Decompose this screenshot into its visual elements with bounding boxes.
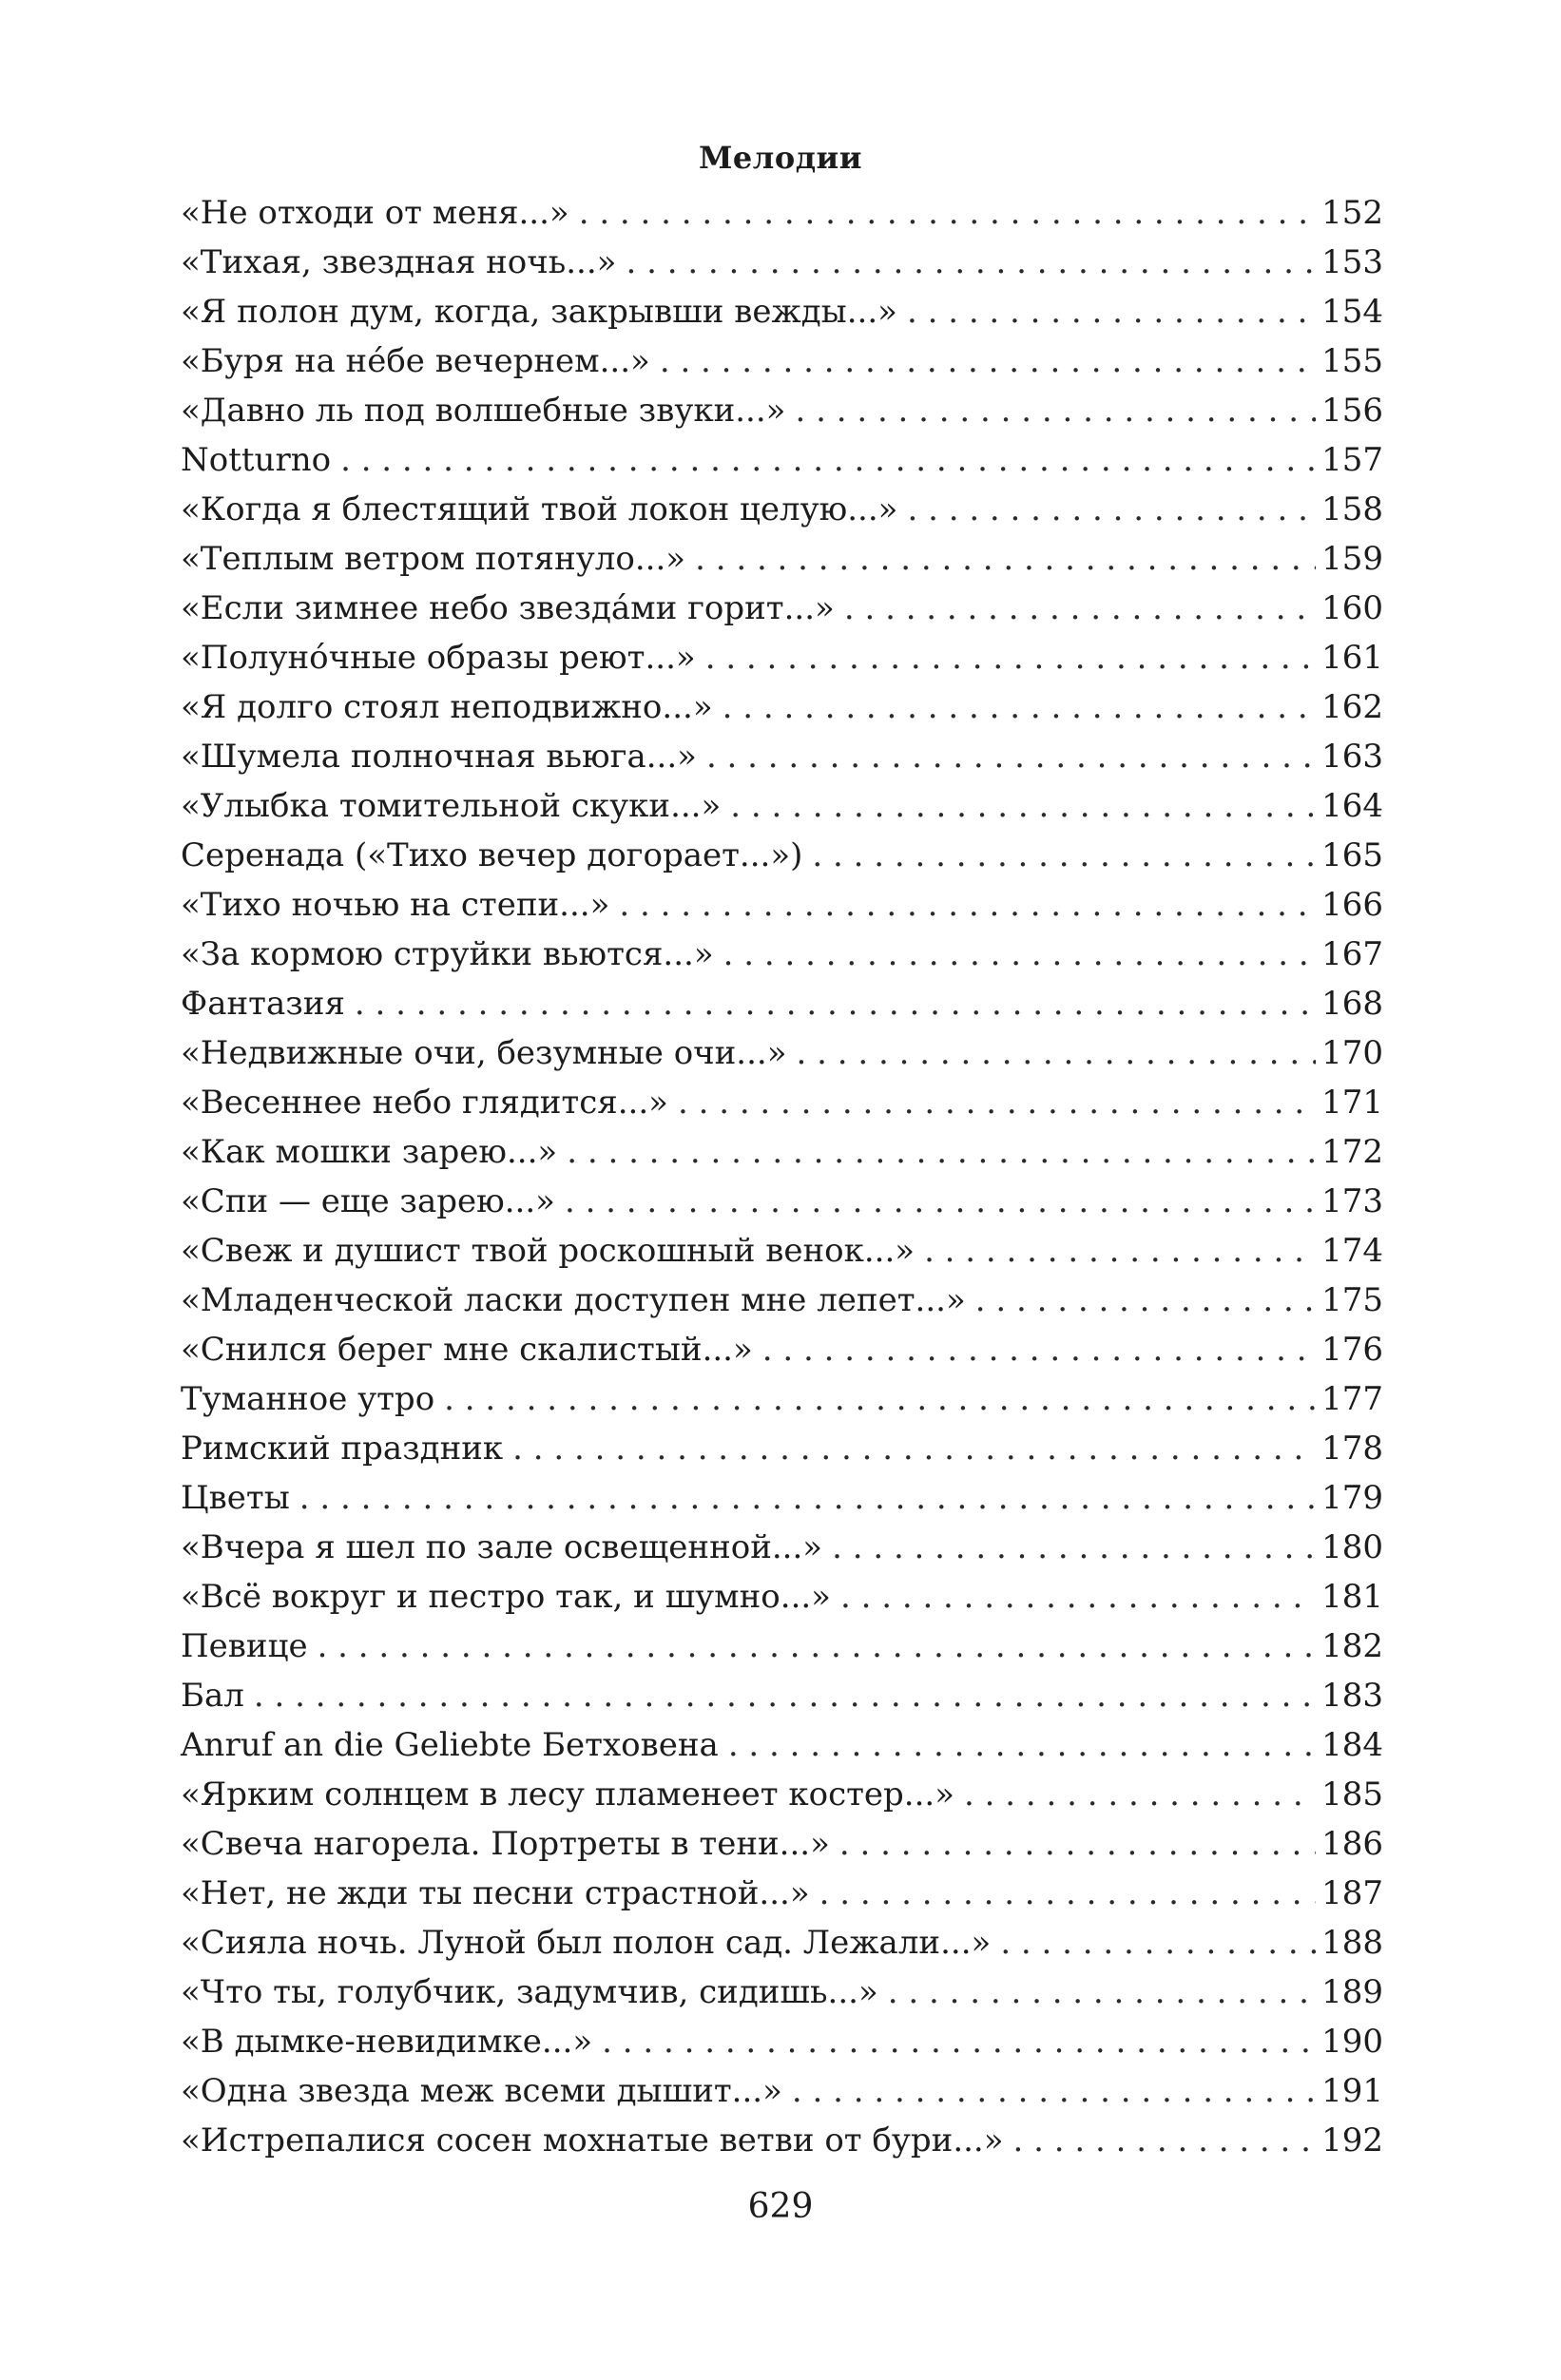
toc-entry — [181, 534, 1383, 584]
dot-leader — [355, 979, 1316, 1028]
toc-entry — [181, 287, 1383, 336]
toc-entry-page: 159 — [1321, 540, 1383, 578]
toc-entry — [181, 2017, 1383, 2066]
toc-entry-page: 191 — [1321, 2072, 1383, 2110]
toc-entry — [181, 336, 1383, 386]
toc-entry — [181, 1028, 1383, 1078]
dot-leader — [1000, 1918, 1316, 1967]
toc-entry — [181, 1325, 1383, 1374]
toc-entry-page: 161 — [1321, 639, 1383, 677]
dot-leader — [660, 336, 1316, 386]
dot-leader — [812, 831, 1316, 880]
toc-entry-page: 178 — [1321, 1430, 1383, 1468]
toc-entry-title: «Истрепалися сосен мохнатые ветви от бури...» — [181, 2121, 1004, 2159]
dot-leader — [819, 1869, 1316, 1918]
toc-entry — [181, 386, 1383, 435]
toc-entry-page: 190 — [1321, 2023, 1383, 2061]
toc-entry-page: 188 — [1321, 1924, 1383, 1962]
toc-entry-page: 176 — [1321, 1331, 1383, 1369]
dot-leader — [512, 1424, 1316, 1473]
page-number: 629 — [747, 2187, 814, 2226]
toc-entry-title: «Не отходи от меня...» — [181, 194, 569, 232]
dot-leader — [907, 485, 1316, 534]
dot-leader — [730, 781, 1316, 831]
toc-entry-page: 167 — [1321, 935, 1383, 973]
toc-entry — [181, 1424, 1383, 1473]
dot-leader — [299, 1473, 1316, 1523]
dot-leader — [602, 2017, 1316, 2066]
dot-leader — [924, 1226, 1316, 1276]
dot-leader — [567, 1127, 1316, 1177]
toc-entry-title: Notturno — [181, 441, 332, 479]
toc-entry — [181, 1177, 1383, 1226]
toc-entry-title: Туманное утро — [181, 1380, 435, 1418]
toc-entry-title: «Я полон дум, когда, закрывши вежды...» — [181, 293, 897, 331]
toc-entry-title: «Свеж и душист твой роскошный венок...» — [181, 1232, 915, 1270]
toc-entry-page: 177 — [1321, 1380, 1383, 1418]
toc-entry-title: «Нет, не жди ты песни страстной...» — [181, 1874, 810, 1912]
toc-entry-page: 180 — [1321, 1528, 1383, 1566]
toc-entry-title: «Шумела полночная вьюга...» — [181, 738, 697, 776]
toc-entry — [181, 2066, 1383, 2116]
dot-leader — [964, 1770, 1316, 1819]
toc-entry — [181, 1374, 1383, 1424]
toc-entry-page: 185 — [1321, 1775, 1383, 1814]
toc-entry-page: 172 — [1321, 1133, 1383, 1171]
toc-entry-page: 162 — [1321, 688, 1383, 726]
toc-entry-title: «Младенческой ласки доступен мне лепет...» — [181, 1281, 966, 1319]
toc-entry-title: Фантазия — [181, 985, 345, 1023]
toc-entry-page: 155 — [1321, 342, 1383, 380]
toc-entry-title: «В дымке-невидимке...» — [181, 2023, 593, 2061]
toc-entry-page: 157 — [1321, 441, 1383, 479]
toc-entry — [181, 1622, 1383, 1671]
dot-leader — [832, 1523, 1316, 1572]
dot-leader — [318, 1622, 1317, 1671]
dot-leader — [723, 930, 1316, 979]
toc-entry-title: «Ярким солнцем в лесу пламенеет костер...» — [181, 1775, 955, 1814]
toc-entry-title: Римский праздник — [181, 1430, 504, 1468]
dot-leader — [975, 1276, 1316, 1325]
toc-entry-page: 168 — [1321, 985, 1383, 1023]
dot-leader — [340, 435, 1316, 485]
toc-entry-title: «Весеннее небо глядится...» — [181, 1084, 668, 1122]
dot-leader — [762, 1325, 1316, 1374]
toc-entry — [181, 238, 1383, 287]
toc-entry-title: «Тихо ночью на степи...» — [181, 886, 610, 924]
toc-entry — [181, 732, 1383, 781]
toc-entry-page: 170 — [1321, 1034, 1383, 1072]
toc-entry-title: Певице — [181, 1627, 308, 1665]
toc-entry-title: «Вчера я шел по зале освещенной...» — [181, 1528, 823, 1566]
toc-entry-title: «Я долго стоял неподвижно...» — [181, 688, 713, 726]
toc-entry-title: Цветы — [181, 1479, 290, 1517]
toc-entry-page: 164 — [1321, 787, 1383, 825]
toc-entry — [181, 682, 1383, 732]
toc-entry — [181, 979, 1383, 1028]
toc-entry-title: «За кормою струйки вьются...» — [181, 935, 714, 973]
toc-entry — [181, 831, 1383, 880]
toc-entry — [181, 1770, 1383, 1819]
toc-entry-page: 179 — [1321, 1479, 1383, 1517]
toc-entry-title: «Давно ль под волшебные звуки...» — [181, 392, 786, 430]
toc-entry-page: 182 — [1321, 1627, 1383, 1665]
toc-entry-title: «Недвижные очи, безумные очи...» — [181, 1034, 787, 1072]
toc-entry — [181, 1473, 1383, 1523]
toc-entry — [181, 435, 1383, 485]
toc-entry-page: 153 — [1321, 243, 1383, 281]
toc-entry — [181, 1819, 1383, 1869]
toc-entry — [181, 2116, 1383, 2165]
toc-entry-page: 163 — [1321, 738, 1383, 776]
toc-entry-page: 189 — [1321, 1973, 1383, 2011]
dot-leader — [888, 1967, 1316, 2017]
toc-entry-page: 174 — [1321, 1232, 1383, 1270]
toc-entry-page: 165 — [1321, 836, 1383, 874]
toc-entry — [181, 1078, 1383, 1127]
toc-entry — [181, 633, 1383, 682]
toc-entry — [181, 1572, 1383, 1622]
dot-leader — [254, 1671, 1316, 1720]
toc-entry — [181, 1869, 1383, 1918]
dot-leader — [844, 584, 1316, 633]
dot-leader — [792, 2066, 1316, 2116]
toc-entry-title: «Снился берег мне скалистый...» — [181, 1331, 753, 1369]
toc-entry-title: «Что ты, голубчик, задумчив, сидишь...» — [181, 1973, 878, 2011]
toc-entry — [181, 781, 1383, 831]
toc-entry-title: «Улыбка томительной скуки...» — [181, 787, 722, 825]
toc-entry — [181, 880, 1383, 930]
toc-entry — [181, 188, 1383, 238]
dot-leader — [678, 1078, 1316, 1127]
dot-leader — [907, 287, 1316, 336]
toc-entry-title: «Сияла ночь. Луной был полон сад. Лежали...» — [181, 1924, 992, 1962]
dot-leader — [795, 386, 1316, 435]
toc-entry-page: 183 — [1321, 1677, 1383, 1715]
toc-entry-title: «Свеча нагорела. Портреты в тени...» — [181, 1825, 830, 1863]
toc-entry — [181, 1523, 1383, 1572]
toc-entry-page: 181 — [1321, 1578, 1383, 1616]
toc-entry-title: Бал — [181, 1677, 244, 1715]
toc-entry-page: 192 — [1321, 2121, 1383, 2159]
toc-entry — [181, 1720, 1383, 1770]
dot-leader — [1013, 2116, 1317, 2165]
toc-entry-page: 166 — [1321, 886, 1383, 924]
dot-leader — [695, 534, 1316, 584]
toc-entry — [181, 485, 1383, 534]
toc-entry-title: «Спи — еще зарею...» — [181, 1182, 555, 1220]
toc-entry-page: 186 — [1321, 1825, 1383, 1863]
dot-leader — [626, 238, 1316, 287]
toc-entry-page: 156 — [1321, 392, 1383, 430]
toc-entry-title: «Буря на нéбе вечернем...» — [181, 342, 650, 380]
toc-entry-title: «Если зимнее небо звездáми горит...» — [181, 589, 835, 627]
toc-entry-title: «Тихая, звездная ночь...» — [181, 243, 617, 281]
toc-entry-page: 160 — [1321, 589, 1383, 627]
dot-leader — [797, 1028, 1317, 1078]
dot-leader — [444, 1374, 1316, 1424]
dot-leader — [705, 633, 1316, 682]
toc-entry-title: Anruf an die Geliebte Бетховена — [181, 1726, 719, 1764]
toc-entry — [181, 930, 1383, 979]
toc-entry-title: «Когда я блестящий твой локон целую...» — [181, 490, 898, 528]
toc-entry-page: 184 — [1321, 1726, 1383, 1764]
dot-leader — [565, 1177, 1316, 1226]
toc-entry-title: Серенада («Тихо вечер догорает...») — [181, 836, 803, 874]
toc-entry-page: 175 — [1321, 1281, 1383, 1319]
toc-entry-page: 154 — [1321, 293, 1383, 331]
toc-entry-page: 173 — [1321, 1182, 1383, 1220]
toc-entry-title: «Всё вокруг и пестро так, и шумно...» — [181, 1578, 831, 1616]
dot-leader — [619, 880, 1316, 930]
dot-leader — [728, 1720, 1316, 1770]
toc-entry-title: «Как мошки зарею...» — [181, 1133, 558, 1171]
toc-entry — [181, 1226, 1383, 1276]
dot-leader — [723, 682, 1316, 732]
toc-entry-page: 187 — [1321, 1874, 1383, 1912]
toc-entry-page: 152 — [1321, 194, 1383, 232]
section-title: Мелодии — [699, 140, 862, 176]
toc-entry — [181, 1671, 1383, 1720]
toc-entry-page: 158 — [1321, 490, 1383, 528]
dot-leader — [706, 732, 1316, 781]
dot-leader — [579, 188, 1316, 238]
toc-entry — [181, 1918, 1383, 1967]
toc-entry — [181, 1276, 1383, 1325]
toc-entry-page: 171 — [1321, 1084, 1383, 1122]
toc-entry — [181, 1127, 1383, 1177]
dot-leader — [840, 1572, 1316, 1622]
toc-entry — [181, 1967, 1383, 2017]
table-of-contents — [181, 188, 1383, 2165]
toc-entry — [181, 584, 1383, 633]
toc-entry-title: «Одна звезда меж всеми дышит...» — [181, 2072, 782, 2110]
toc-entry-title: «Теплым ветром потянуло...» — [181, 540, 686, 578]
dot-leader — [839, 1819, 1316, 1869]
toc-entry-title: «Полунóчные образы реют...» — [181, 639, 696, 677]
